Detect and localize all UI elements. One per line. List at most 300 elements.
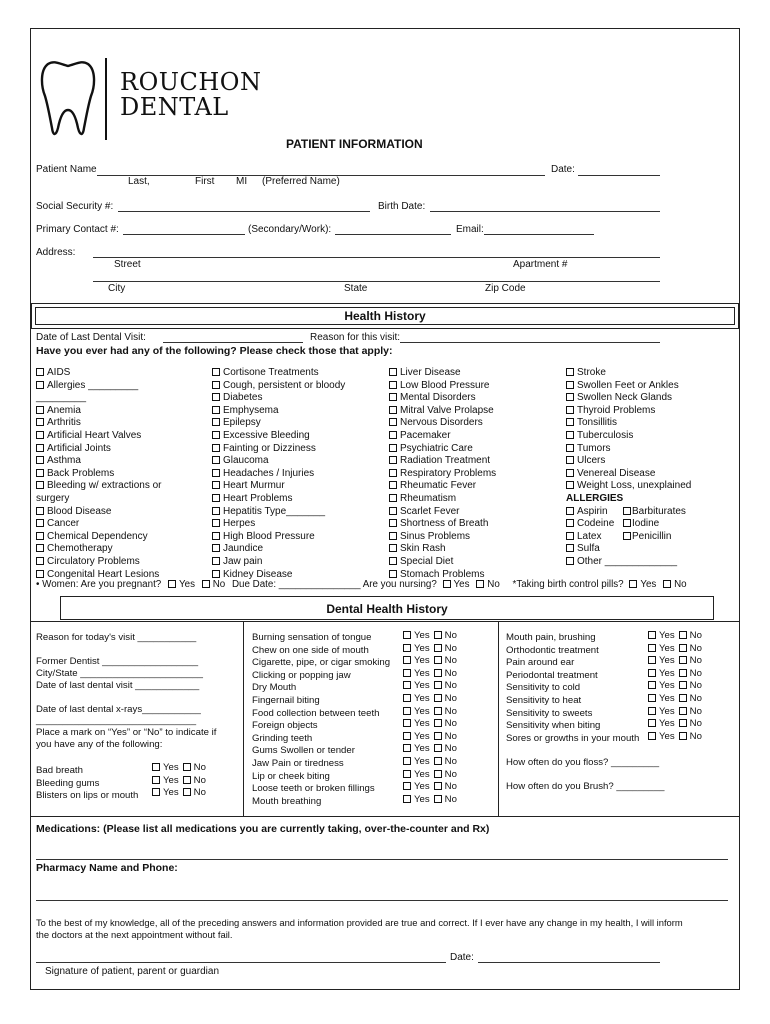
col4_top-checkbox[interactable]	[566, 481, 574, 489]
allergy-checkbox[interactable]	[566, 507, 574, 515]
col1-checkbox[interactable]	[36, 507, 44, 515]
street-label: Street	[114, 259, 141, 270]
dental-item-label: Sores or growths in your mouth	[506, 732, 640, 744]
reason-today: Reason for today's visit ___________	[36, 632, 197, 643]
col3-label: Skin Rash	[400, 543, 446, 555]
dental-yes-label: Yes	[659, 667, 675, 679]
allergy-label: Latex	[577, 530, 602, 542]
col1-checkbox[interactable]	[36, 368, 44, 376]
col2-item	[212, 380, 345, 393]
col1-checkbox[interactable]	[36, 469, 44, 477]
bullet-icon: •	[36, 579, 43, 590]
email-field[interactable]	[484, 234, 594, 235]
secondary-contact-label: (Secondary/Work):	[248, 224, 332, 235]
col2-checkbox[interactable]	[212, 431, 220, 439]
col3-checkbox[interactable]	[389, 481, 397, 489]
col4_top-item	[566, 443, 611, 456]
col1-item	[36, 493, 69, 506]
yes-no-group	[648, 643, 702, 656]
dental-yes-label: Yes	[414, 781, 430, 793]
dental-yes-checkbox[interactable]	[403, 707, 411, 715]
dental-yes-checkbox[interactable]	[648, 631, 656, 639]
dental-yes-label: Yes	[414, 718, 430, 730]
dental-no-label: No	[444, 642, 457, 654]
col2-checkbox[interactable]	[212, 469, 220, 477]
dental-yes-label: Yes	[659, 655, 675, 667]
dental-history-title: Dental Health History	[326, 602, 448, 616]
col3-item	[389, 380, 490, 393]
yes-no-group	[403, 668, 457, 681]
col4_top-checkbox[interactable]	[566, 368, 574, 376]
col3-checkbox[interactable]	[389, 532, 397, 540]
dental-yes-checkbox[interactable]	[403, 782, 411, 790]
col2-item	[212, 518, 255, 531]
col3-checkbox[interactable]	[389, 469, 397, 477]
dental-no-checkbox[interactable]	[679, 732, 687, 740]
col2-checkbox[interactable]	[212, 507, 220, 515]
col3-item	[389, 405, 494, 418]
col2-item	[212, 480, 285, 493]
col3-checkbox[interactable]	[389, 406, 397, 414]
col2-label: Fainting or Dizziness	[223, 442, 316, 454]
yes-no-group	[152, 762, 206, 775]
col4_top-checkbox[interactable]	[566, 469, 574, 477]
dental-no-checkbox[interactable]	[434, 644, 442, 652]
allergy-checkbox[interactable]	[623, 507, 631, 515]
col4_top-checkbox[interactable]	[566, 418, 574, 426]
col4_top-checkbox[interactable]	[566, 381, 574, 389]
dental-no-checkbox[interactable]	[183, 788, 191, 796]
col2-label: Hepatitis Type_______	[223, 505, 326, 517]
col3-label: Sinus Problems	[400, 530, 471, 542]
col1-checkbox[interactable]	[36, 481, 44, 489]
col3-item	[389, 392, 476, 405]
col4_top-label: Tonsillitis	[577, 417, 618, 429]
col4_top-label: Thyroid Problems	[577, 404, 656, 416]
col2-label: Epilepsy	[223, 417, 261, 429]
col2-checkbox[interactable]	[212, 519, 220, 527]
dental-yes-checkbox[interactable]	[403, 631, 411, 639]
nursing-label: Are you nursing?	[362, 579, 437, 590]
dental-yes-label: Yes	[414, 630, 430, 641]
dental-item-label: Sensitivity to cold	[506, 682, 581, 694]
birth-control-no-checkbox[interactable]	[663, 580, 671, 588]
col2-label: Glaucoma	[223, 455, 269, 467]
dental-no-checkbox[interactable]	[679, 656, 687, 664]
dental-no-checkbox[interactable]	[183, 776, 191, 784]
dental-yes-checkbox[interactable]	[648, 732, 656, 740]
dental-yes-checkbox[interactable]	[648, 719, 656, 727]
dental-item-label: Clicking or popping jaw	[252, 669, 351, 681]
col1-label: Congenital Heart Lesions	[47, 568, 160, 580]
col2-checkbox[interactable]	[212, 368, 220, 376]
name-sub-preferred: (Preferred Name)	[262, 176, 340, 187]
yes-no-group	[648, 680, 702, 693]
dental-no-label: No	[689, 655, 702, 667]
dental-no-checkbox[interactable]	[679, 669, 687, 677]
col2-label: Diabetes	[223, 392, 263, 404]
dental-yes-checkbox[interactable]	[648, 669, 656, 677]
birth-control-yes-checkbox[interactable]	[629, 580, 637, 588]
yes-no-group	[403, 630, 457, 643]
col4_top-label: Ulcers	[577, 455, 606, 467]
col4_top-item	[566, 455, 605, 468]
dental-yes-checkbox[interactable]	[403, 694, 411, 702]
birth-date-field[interactable]	[430, 211, 660, 212]
dental-no-checkbox[interactable]	[434, 656, 442, 664]
dental-yes-checkbox[interactable]	[648, 644, 656, 652]
col1-checkbox[interactable]	[36, 456, 44, 464]
allergy-label: Sulfa	[577, 543, 600, 555]
last-dental-visit-field[interactable]	[163, 342, 303, 343]
yes-no-group	[648, 718, 702, 731]
col1-checkbox[interactable]	[36, 381, 44, 389]
dental-yes-checkbox[interactable]	[152, 788, 160, 796]
dental-no-label: No	[444, 730, 457, 742]
dental-no-checkbox[interactable]	[679, 631, 687, 639]
col4_top-label: Tuberculosis	[577, 430, 634, 441]
yes-no-group	[403, 693, 457, 706]
address-city-field[interactable]	[93, 281, 660, 282]
dental-yes-label: Yes	[659, 730, 675, 742]
col2-checkbox[interactable]	[212, 406, 220, 414]
col3-checkbox[interactable]	[389, 494, 397, 502]
health-history-title: Health History	[344, 309, 426, 323]
allergy-row	[566, 556, 677, 569]
yes-no-group	[648, 655, 702, 668]
signature-date-field[interactable]	[478, 962, 660, 963]
no-label: No	[674, 579, 687, 590]
col2-label: Headaches / Injuries	[223, 467, 315, 479]
dental-item-label: Pain around ear	[506, 657, 575, 669]
col1-item	[36, 392, 86, 405]
dental-yes-label: Yes	[163, 762, 179, 773]
allergy-checkbox[interactable]	[566, 532, 574, 540]
dental-no-label: No	[193, 762, 206, 773]
dental-no-label: No	[444, 768, 457, 780]
dental-item-label: Cigarette, pipe, or cigar smoking	[252, 657, 391, 669]
col1-item	[36, 543, 113, 556]
col3-checkbox[interactable]	[389, 557, 397, 565]
col1-item	[36, 556, 140, 569]
col1-item	[36, 468, 114, 481]
col4_top-checkbox[interactable]	[566, 431, 574, 439]
dental-yes-checkbox[interactable]	[403, 644, 411, 652]
col2-checkbox[interactable]	[212, 393, 220, 401]
dental-yes-checkbox[interactable]	[403, 681, 411, 689]
dental-no-checkbox[interactable]	[679, 719, 687, 727]
col1-label: Asthma	[47, 455, 81, 467]
allergy-checkbox[interactable]	[566, 519, 574, 527]
col4_top-item	[566, 417, 617, 430]
allergy-checkbox[interactable]	[566, 557, 574, 565]
col2-item	[212, 468, 314, 481]
dental-yes-checkbox[interactable]	[152, 776, 160, 784]
allergy-label: Other _____________	[577, 556, 678, 567]
dental-yes-label: Yes	[414, 667, 430, 679]
dental-yes-checkbox[interactable]	[648, 707, 656, 715]
col2-label: Heart Problems	[223, 493, 293, 504]
dental-no-checkbox[interactable]	[434, 719, 442, 727]
col1-checkbox[interactable]	[36, 418, 44, 426]
pharmacy-label: Pharmacy Name and Phone:	[36, 862, 178, 874]
col2-checkbox[interactable]	[212, 444, 220, 452]
secondary-contact-field[interactable]	[335, 234, 451, 235]
col1-checkbox[interactable]	[36, 544, 44, 552]
primary-contact-field[interactable]	[123, 234, 245, 235]
col2-checkbox[interactable]	[212, 570, 220, 578]
col2-label: Emphysema	[223, 404, 279, 416]
dental-yes-checkbox[interactable]	[648, 694, 656, 702]
dental-yes-checkbox[interactable]	[648, 656, 656, 664]
dental-no-label: No	[193, 774, 206, 786]
allergy-label: Aspirin	[577, 505, 608, 517]
dental-no-label: No	[193, 787, 206, 799]
col3-checkbox[interactable]	[389, 507, 397, 515]
apartment-label: Apartment #	[513, 259, 568, 270]
col4_top-label: Swollen Neck Glands	[577, 392, 673, 404]
col1-item	[36, 443, 111, 456]
dental-no-checkbox[interactable]	[434, 681, 442, 689]
col1-checkbox[interactable]	[36, 444, 44, 452]
dental-no-checkbox[interactable]	[679, 707, 687, 715]
dental-no-checkbox[interactable]	[434, 669, 442, 677]
pregnant-yes-checkbox[interactable]	[168, 580, 176, 588]
col1-checkbox[interactable]	[36, 557, 44, 565]
col2-checkbox[interactable]	[212, 532, 220, 540]
dental-no-checkbox[interactable]	[183, 763, 191, 771]
col3-label: Liver Disease	[400, 367, 461, 378]
allergy-row	[566, 518, 659, 531]
col1-label: Back Problems	[47, 467, 115, 479]
col1-label: Chemotherapy	[47, 543, 113, 555]
date-field[interactable]	[578, 175, 660, 176]
dental-item-label: Blisters on lips or mouth	[36, 790, 139, 802]
dental-item-label: Burning sensation of tongue	[252, 632, 372, 643]
dental-no-label: No	[444, 705, 457, 717]
dental-yes-checkbox[interactable]	[403, 770, 411, 778]
col4_top-item	[566, 367, 606, 380]
col1-item	[36, 380, 138, 393]
primary-contact-label: Primary Contact #:	[36, 224, 119, 235]
address-street-field[interactable]	[93, 257, 660, 258]
conditions-question: Have you ever had any of the following? Please check those that apply:	[36, 345, 393, 357]
col3-label: Rheumatism	[400, 493, 457, 504]
col3-label: Stomach Problems	[400, 568, 485, 580]
col3-checkbox[interactable]	[389, 393, 397, 401]
dental-item-label: Mouth breathing	[252, 795, 322, 807]
pharmacy-field[interactable]	[36, 900, 728, 901]
allergies-heading: ALLERGIES	[566, 493, 624, 504]
col1-checkbox[interactable]	[36, 570, 44, 578]
col4_top-checkbox[interactable]	[566, 456, 574, 464]
allergy-row	[566, 543, 600, 556]
col2-item	[212, 367, 319, 380]
col3-label: Respiratory Problems	[400, 467, 497, 479]
col2-checkbox[interactable]	[212, 381, 220, 389]
col3-checkbox[interactable]	[389, 544, 397, 552]
allergy-checkbox[interactable]	[566, 544, 574, 552]
instruction-line-2: you have any of the following:	[36, 739, 163, 750]
email-label: Email:	[456, 224, 484, 235]
col4_top-item	[566, 468, 655, 481]
dental-yes-checkbox[interactable]	[403, 757, 411, 765]
col3-item	[389, 493, 456, 506]
dental-no-label: No	[444, 680, 457, 692]
dental-no-checkbox[interactable]	[434, 694, 442, 702]
medications-field[interactable]	[36, 859, 728, 860]
attestation-line-2: the doctors at the next appointment without fail.	[36, 929, 233, 940]
col3-label: Rheumatic Fever	[400, 480, 477, 492]
col2-item	[212, 556, 262, 569]
col1-item	[36, 518, 79, 531]
col4_top-item	[566, 392, 672, 405]
dental-no-checkbox[interactable]	[434, 782, 442, 790]
signature-field[interactable]	[36, 962, 446, 963]
col2-label: Heart Murmur	[223, 480, 285, 492]
allergy-row	[566, 531, 671, 544]
dental-no-checkbox[interactable]	[434, 732, 442, 740]
dental-no-label: No	[444, 667, 457, 679]
yes-no-group	[403, 718, 457, 731]
dental-no-checkbox[interactable]	[679, 681, 687, 689]
col3-checkbox[interactable]	[389, 570, 397, 578]
dental-yes-label: Yes	[414, 756, 430, 767]
yes-no-group	[648, 693, 702, 706]
col3-label: Nervous Disorders	[400, 417, 483, 429]
dental-no-checkbox[interactable]	[434, 757, 442, 765]
dental-item-label: Grinding teeth	[252, 732, 313, 744]
dental-no-label: No	[444, 630, 457, 641]
col1-checkbox[interactable]	[36, 406, 44, 414]
col3-checkbox[interactable]	[389, 444, 397, 452]
ssn-field[interactable]	[118, 211, 370, 212]
col4_top-checkbox[interactable]	[566, 444, 574, 452]
form-title: PATIENT INFORMATION	[286, 137, 423, 151]
col3-label: Pacemaker	[400, 430, 451, 441]
dental-yes-checkbox[interactable]	[152, 763, 160, 771]
dental-no-label: No	[689, 693, 702, 704]
col1-label: AIDS	[47, 367, 71, 378]
col3-checkbox[interactable]	[389, 431, 397, 439]
dental-no-checkbox[interactable]	[679, 644, 687, 652]
col1-checkbox[interactable]	[36, 519, 44, 527]
blank-line: ______________________________	[36, 715, 197, 726]
allergy-label: Iodine	[632, 518, 660, 530]
col3-checkbox[interactable]	[389, 381, 397, 389]
dental-no-checkbox[interactable]	[679, 694, 687, 702]
yes-no-group	[648, 668, 702, 681]
dental-no-label: No	[689, 630, 702, 641]
col1-label: Arthritis	[47, 417, 81, 429]
col3-checkbox[interactable]	[389, 456, 397, 464]
col1-item	[36, 480, 162, 493]
col1-label: Bleeding w/ extractions or	[47, 480, 162, 492]
dental-yes-checkbox[interactable]	[648, 681, 656, 689]
col1-item	[36, 417, 81, 430]
col1-checkbox[interactable]	[36, 532, 44, 540]
dental-no-checkbox[interactable]	[434, 707, 442, 715]
dental-yes-label: Yes	[414, 730, 430, 742]
col3-label: Psychiatric Care	[400, 442, 473, 454]
col1-label: Cancer	[47, 518, 80, 530]
col2-checkbox[interactable]	[212, 544, 220, 552]
dental-no-checkbox[interactable]	[434, 744, 442, 752]
allergy-label: Codeine	[577, 518, 615, 530]
col3-checkbox[interactable]	[389, 368, 397, 376]
dental-no-checkbox[interactable]	[434, 770, 442, 778]
date-label: Date:	[551, 164, 575, 175]
nursing-yes-checkbox[interactable]	[443, 580, 451, 588]
dental-no-checkbox[interactable]	[434, 631, 442, 639]
col1-label: _________	[36, 392, 87, 404]
dental-no-label: No	[689, 718, 702, 730]
col4_top-label: Tumors	[577, 442, 611, 454]
col3-label: Scarlet Fever	[400, 505, 460, 517]
col2-checkbox[interactable]	[212, 557, 220, 565]
dental-yes-checkbox[interactable]	[403, 732, 411, 740]
dental-yes-label: Yes	[414, 793, 430, 805]
allergy-checkbox[interactable]	[623, 532, 631, 540]
col1-checkbox[interactable]	[36, 431, 44, 439]
nursing-no-checkbox[interactable]	[476, 580, 484, 588]
allergy-label: Penicillin	[632, 530, 672, 542]
address-label: Address:	[36, 247, 76, 258]
dental-yes-checkbox[interactable]	[403, 744, 411, 752]
col3-item	[389, 556, 453, 569]
col2-checkbox[interactable]	[212, 456, 220, 464]
pregnancy-row	[36, 579, 687, 590]
col3-item	[389, 506, 459, 519]
yes-no-group	[403, 655, 457, 668]
col4_top-checkbox[interactable]	[566, 393, 574, 401]
col2-checkbox[interactable]	[212, 494, 220, 502]
dental-yes-checkbox[interactable]	[403, 719, 411, 727]
col3-checkbox[interactable]	[389, 418, 397, 426]
dental-yes-checkbox[interactable]	[403, 795, 411, 803]
yes-label: Yes	[178, 579, 195, 590]
col4_top-checkbox[interactable]	[566, 406, 574, 414]
dental-no-label: No	[689, 667, 702, 679]
col1-item	[36, 405, 81, 418]
col3-label: Shortness of Breath	[400, 518, 489, 530]
col3-item	[389, 543, 446, 556]
col2-checkbox[interactable]	[212, 418, 220, 426]
dental-yes-checkbox[interactable]	[403, 656, 411, 664]
col1-item	[36, 506, 111, 519]
dental-item-label: Orthodontic treatment	[506, 644, 599, 656]
dental-col-divider-2	[498, 621, 499, 817]
instruction-line-1: Place a mark on “Yes” or “No” to indicate if	[36, 727, 217, 738]
col2-label: Kidney Disease	[223, 568, 293, 580]
col3-checkbox[interactable]	[389, 519, 397, 527]
dental-item-label: Lip or cheek biting	[252, 770, 330, 782]
dental-yes-label: Yes	[659, 680, 675, 692]
dental-yes-checkbox[interactable]	[403, 669, 411, 677]
dental-yes-label: Yes	[414, 642, 430, 654]
pregnancy-label: Women: Are you pregnant?	[42, 579, 162, 590]
visit-reason-field[interactable]	[400, 342, 660, 343]
dental-no-label: No	[444, 718, 457, 730]
pregnant-no-checkbox[interactable]	[202, 580, 210, 588]
patient-name-label: Patient Name	[36, 164, 97, 175]
col2-item	[212, 543, 263, 556]
dental-no-checkbox[interactable]	[434, 795, 442, 803]
yes-label: Yes	[453, 579, 470, 590]
no-label: No	[487, 579, 500, 590]
col2-checkbox[interactable]	[212, 481, 220, 489]
allergy-checkbox[interactable]	[623, 519, 631, 527]
